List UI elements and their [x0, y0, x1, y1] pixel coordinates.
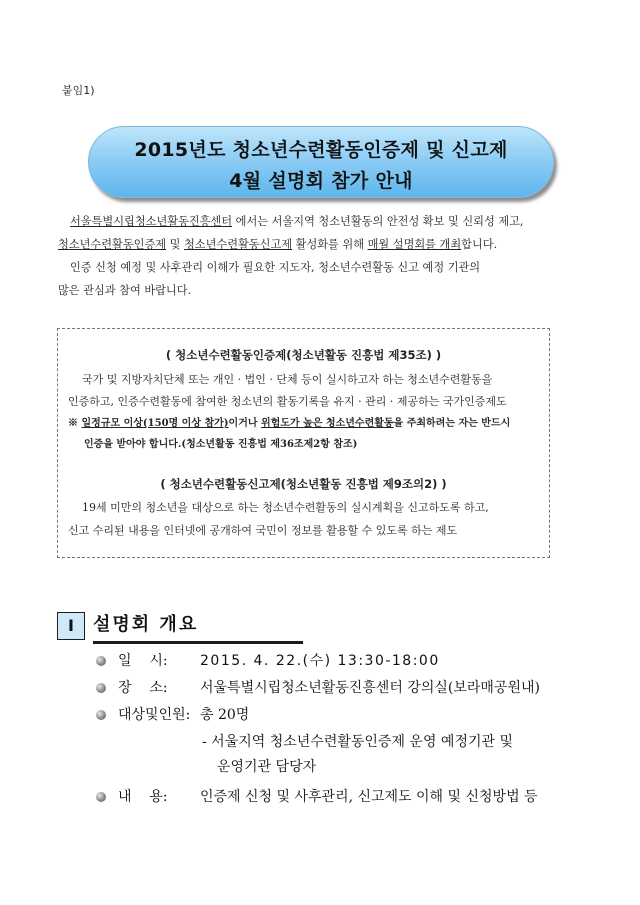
section-title: 설명회 개요	[93, 614, 199, 635]
intro-line-2	[58, 233, 588, 256]
bullet-icon	[96, 656, 106, 666]
note-mark: ※	[68, 418, 82, 429]
intro-report-term: 청소년수련활동신고제	[184, 238, 293, 251]
intro-and: 및	[166, 238, 184, 251]
intro-paragraph	[58, 210, 588, 302]
content-label: 내 용:	[118, 789, 168, 805]
intro-line-1-text: 에서는 서울지역 청소년활동의 안전성 확보 및 신뢰성 제고,	[232, 215, 524, 228]
note-required: 을 주최하려는 자는 반드시	[393, 418, 511, 429]
cert-line-2: 인증하고, 인증수련활동에 참여한 청소년의 활동기록을 유지 · 관리 · 제공하는 국가인증제도	[68, 395, 507, 408]
place-label: 장 소:	[118, 680, 168, 696]
title-banner	[88, 126, 554, 198]
cert-note-line-2: 인증을 받아야 합니다.(청소년활동 진흥법 제36조제2항 참조)	[84, 439, 358, 450]
bullet-icon	[96, 710, 106, 720]
section-underline	[93, 641, 303, 644]
content-value: 인증제 신청 및 사후관리, 신고제도 이해 및 신청방법 등	[200, 789, 538, 805]
target-value: 총 20명	[200, 707, 250, 723]
target-detail-line-1: - 서울지역 청소년수련활동인증제 운영 예정기관 및	[202, 734, 513, 750]
cert-heading: ( 청소년수련활동인증제(청소년활동 진흥법 제35조) )	[165, 348, 442, 362]
intro-line-2-end: 합니다.	[461, 238, 498, 251]
note-risk-condition: 위험도가 높은 청소년수련활동	[261, 418, 394, 429]
intro-monthly-session: 매월 설명회를 개최	[367, 238, 462, 251]
cert-note-line-1	[68, 414, 510, 434]
report-line-1: 19세 미만의 청소년을 대상으로 하는 청소년수련활동의 실시계획을 신고하도록 하고,	[82, 501, 489, 514]
place-value: 서울특별시립청소년활동진흥센터 강의실(보라매공원내)	[200, 680, 540, 696]
cert-line-1: 국가 및 지방자치단체 또는 개인 · 법인 · 단체 등이 실시하고자 하는 청소년수련활동을	[82, 373, 493, 386]
intro-org-name: 서울특별시립청소년활동진흥센터	[70, 215, 233, 228]
bullet-icon	[96, 683, 106, 693]
section-number: Ⅰ	[57, 612, 85, 640]
intro-line-4: 많은 관심과 참여 바랍니다.	[58, 284, 192, 297]
title-line-1: 2015년도 청소년수련활동인증제 및 신고제	[134, 139, 508, 161]
intro-cert-term: 청소년수련활동인증제	[58, 238, 167, 251]
note-scale-condition: 일정규모 이상(150명 이상 참가)	[81, 418, 229, 429]
intro-line-1	[58, 210, 588, 233]
target-detail-line-2: 운영기관 담당자	[217, 759, 317, 775]
bullet-icon	[96, 792, 106, 802]
datetime-value: 2015. 4. 22.(수) 13:30-18:00	[200, 653, 440, 669]
report-line-2: 신고 수리된 내용을 인터넷에 공개하여 국민이 정보를 활용할 수 있도록 하는 제도	[68, 524, 458, 537]
datetime-label: 일 시:	[118, 653, 168, 669]
report-heading: ( 청소년수련활동신고제(청소년활동 진흥법 제9조의2) )	[160, 477, 447, 491]
definition-box	[57, 328, 550, 558]
note-or: 이거나	[228, 418, 261, 429]
title-line-2: 4월 설명회 참가 안내	[229, 170, 413, 192]
intro-line-3: 인증 신청 예정 및 사후관리 이해가 필요한 지도자, 청소년수련활동 신고 예정 기관의	[70, 261, 481, 274]
target-label: 대상및인원:	[118, 707, 191, 723]
attachment-label: 붙임1)	[62, 84, 95, 97]
intro-purpose: 활성화를 위해	[292, 238, 368, 251]
section-header	[57, 612, 357, 640]
